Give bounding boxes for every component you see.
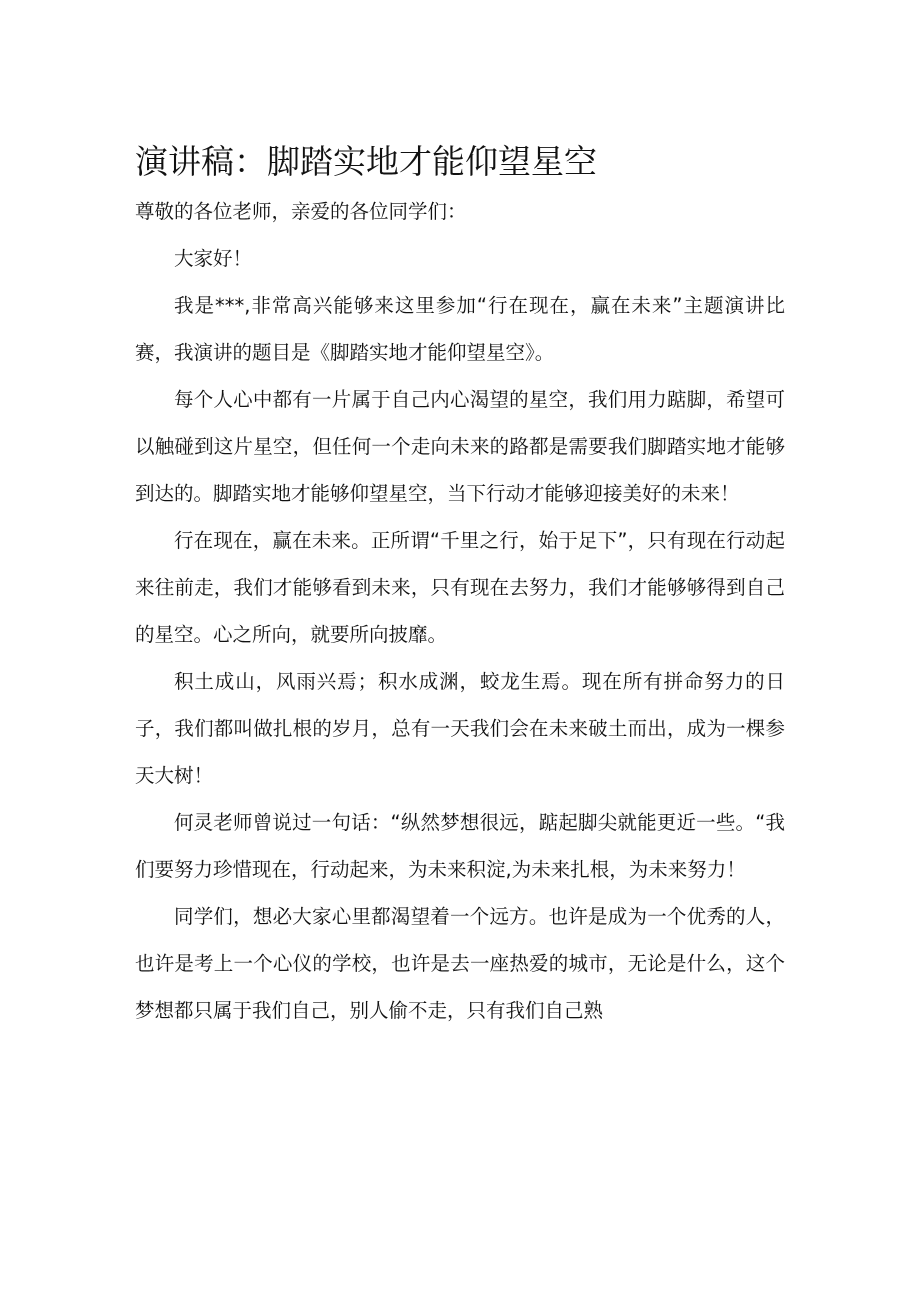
document-body [135,188,785,1034]
paragraph-starry-sky: 每个人心中都有一片属于自己内心渴望的星空，我们用力踮脚，希望可以触碰到这片星空，但任何一个走向未来的路都是需要我们脚踏实地才能够到达的。脚踏实地才能够仰望星空，当下行动才能够迎接美好的未来！ [135,388,785,505]
paragraph-greeting: 大家好！ [174,247,253,270]
salutation: 尊敬的各位老师，亲爱的各位同学们： [135,200,467,223]
paragraph-quote: 何灵老师曾说过一句话：“纵然梦想很远，踮起脚尖就能更近一些。“我们要努力珍惜现在，行动起来，为未来积淀,为未来扎根，为未来努力！ [135,811,785,881]
paragraph-take-root: 积土成山，风雨兴焉；积水成渊，蛟龙生焉。现在所有拼命努力的日子，我们都叫做扎根的岁月，总有一天我们会在未来破土而出，成为一棵参天大树！ [135,670,785,787]
paragraph-dreams: 同学们，想必大家心里都渴望着一个远方。也许是成为一个优秀的人，也许是考上一个心仪的学校，也许是去一座热爱的城市，无论是什么，这个梦想都只属于我们自己，别人偷不走，只有我们自己熟 [135,905,785,1022]
paragraph-act-now: 行在现在，赢在未来。正所谓“千里之行，始于足下”，只有现在行动起来往前走，我们才能够看到未来，只有现在去努力，我们才能够够得到自己的星空。心之所向，就要所向披靡。 [135,529,785,646]
document-title: 演讲稿：脚踏实地才能仰望星空 [135,142,597,181]
paragraph-introduction: 我是***,非常高兴能够来这里参加“行在现在，赢在未来”主题演讲比赛，我演讲的题目是《脚踏实地才能仰望星空》。 [135,294,785,364]
